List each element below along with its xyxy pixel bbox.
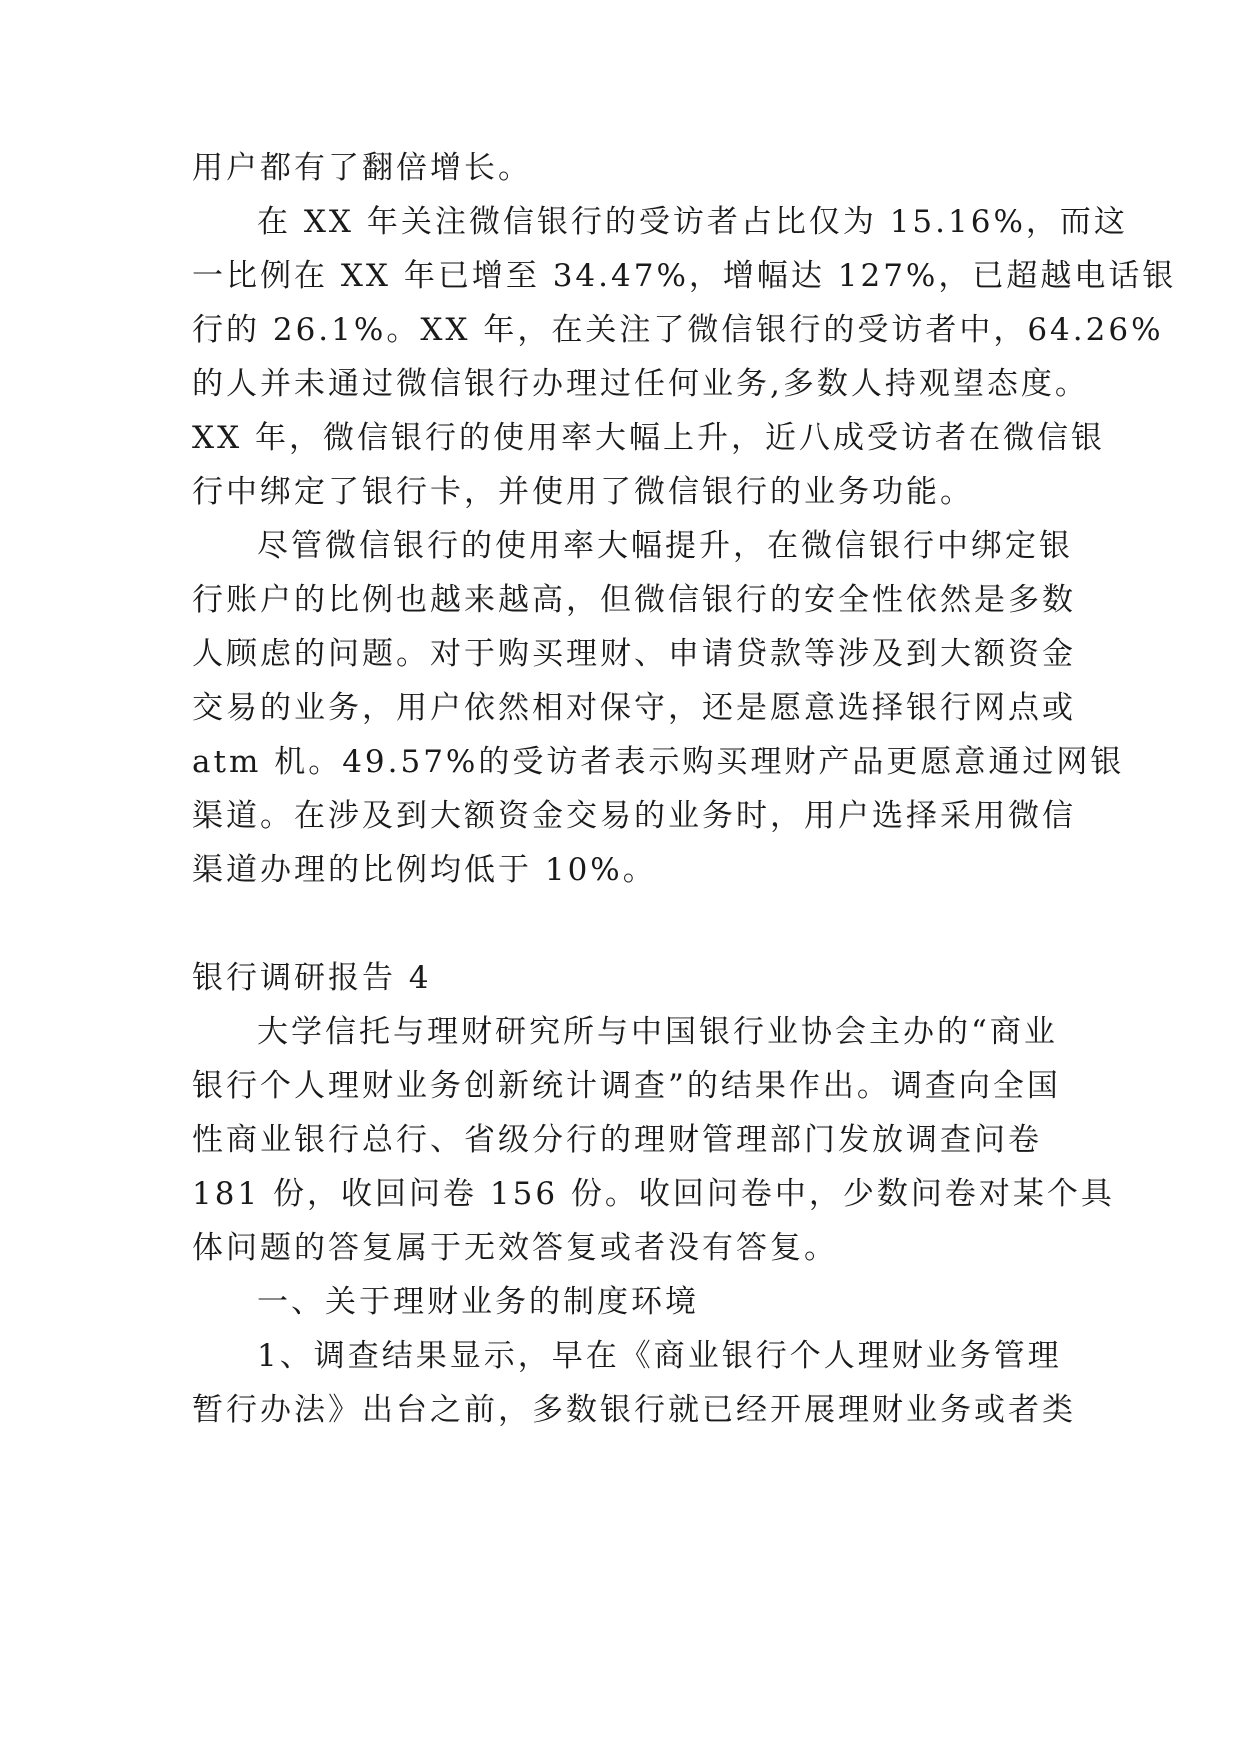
body-text-line: 用户都有了翻倍增长。: [192, 150, 532, 186]
body-text-line: 行的 26.1%。XX 年，在关注了微信银行的受访者中，64.26%: [192, 312, 1164, 348]
body-text-line: 行账户的比例也越来越高，但微信银行的安全性依然是多数: [192, 582, 1076, 618]
paragraph-first-line: 大学信托与理财研究所与中国银行业协会主办的“商业: [257, 1014, 1058, 1050]
body-text-line: 人顾虑的问题。对于购买理财、申请贷款等涉及到大额资金: [192, 636, 1076, 672]
subsection-heading: 一、关于理财业务的制度环境: [257, 1284, 699, 1320]
body-text-line: 暂行办法》出台之前，多数银行就已经开展理财业务或者类: [192, 1392, 1076, 1428]
paragraph-first-line: 1、调查结果显示，早在《商业银行个人理财业务管理: [257, 1338, 1062, 1374]
body-text-line: atm 机。49.57%的受访者表示购买理财产品更愿意通过网银: [192, 744, 1125, 780]
body-text-line: 一比例在 XX 年已增至 34.47%，增幅达 127%，已超越电话银: [192, 258, 1177, 294]
body-text-line: 行中绑定了银行卡，并使用了微信银行的业务功能。: [192, 474, 974, 510]
section-heading: 银行调研报告 4: [192, 960, 432, 996]
body-text-line: 银行个人理财业务创新统计调查”的结果作出。调查向全国: [192, 1068, 1061, 1104]
body-text-line: XX 年，微信银行的使用率大幅上升，近八成受访者在微信银: [192, 420, 1105, 456]
paragraph-first-line: 尽管微信银行的使用率大幅提升，在微信银行中绑定银: [257, 528, 1073, 564]
body-text-line: 181 份，收回问卷 156 份。收回问卷中，少数问卷对某个具: [192, 1176, 1115, 1212]
body-text-line: 体问题的答复属于无效答复或者没有答复。: [192, 1230, 838, 1266]
body-text-line: 交易的业务，用户依然相对保守，还是愿意选择银行网点或: [192, 690, 1076, 726]
body-text-line: 渠道办理的比例均低于 10%。: [192, 852, 657, 888]
body-text-line: 性商业银行总行、省级分行的理财管理部门发放调查问卷: [192, 1122, 1042, 1158]
paragraph-first-line: 在 XX 年关注微信银行的受访者占比仅为 15.16%，而这: [257, 204, 1128, 240]
body-text-line: 渠道。在涉及到大额资金交易的业务时，用户选择采用微信: [192, 798, 1076, 834]
body-text-line: 的人并未通过微信银行办理过任何业务,多数人持观望态度。: [192, 366, 1089, 402]
